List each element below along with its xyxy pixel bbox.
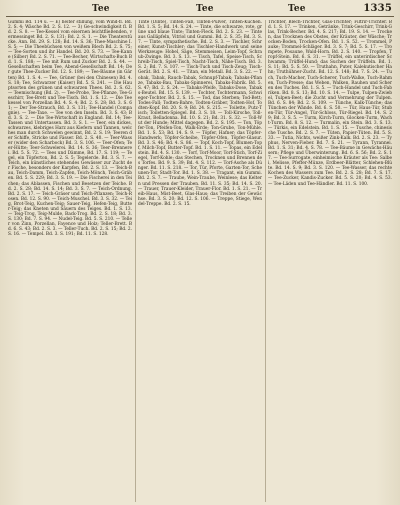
column-text: Tinte (Dinte), Tinten-Faß, Tinten-Pulver, Tinten-Kuchen. Bd. 1. S. 5; Bd. 14. S. 24. — Tinte, die schwarze, rote, grüne und blaue Tinte; Tinten-Fleck. Bd. 2. S. 23. — Tinte aus Galläpfeln, Vitriol und Gummi. Bd. 2. S. 35; Bd. 3. S. 7. — Tinte, sympathetische. Bd. 2. S. 3. — Tischler, Schreiner, Kunst-Tischler; das Tischler-Handwerk und seine Werkzeuge: Hobel, Säge, Stemmeisen, Leim-Topf, Schraub-Zwinge. Bd. 3. S. 13. — Tisch, Tafel, Speise-Tisch, Schreib-Tisch, Spiel-Tisch, Nacht-Tisch, Nähe-Tisch. Bd. 3. S. 2; Bd. 7. S. 107. — Tisch-Tuch und Tisch-Zeug; Tisch-Gerät. Bd. 2. S. 41. — Titan, ein Metall. Bd. 3. S. 22. — Tobak, Tabak, Rauch-Tabak, Schnupf-Tabak; Tabaks-Pflanze, Tabaks-Bau, Tabaks-Spinnerei, Tabaks-Fabrik. Bd. 5. S. 47; Bd. 2. S. 24. — Tabaks-Pfeife, Tabaks-Dose, Tabaks-Beutel. Bd. 15. S. 139. — Tochter, Tochtermann, Schwieger-Tochter. Bd. 2. S. 15. — Tod, das Sterben; Tod-Bett; Todes-Fall; Todten-Bahre, Todten-Gräber, Todten-Hof, Todten-Kopf. Bd. 20. S. 9; Bd. 24. S. 215. — Toilette, Putz-Tisch; Toiletten-Spiegel. Bd. 3. S. 18. — Toll-Kirsche, Toll-Kraut, Belladonna. Bd. 10. S. 21; Bd. 31. S. 32. — Toll-Wut der Hunde; Mittel dagegen. Bd. 2. S. 195. — Ton, Töpfer-Ton, Pfeifen-Ton, Walk-Erde; Ton-Grube, Ton-Mühle. Bd. 1. S. 53; Bd. 14. S. 9. — Töpfer, Hafner; das Töpfer-Handwerk; Töpfer-Scheibe, Töpfer-Ofen, Töpfer-Glasur. Bd. 3. S. 46; Bd. 4. S. 86. — Topf, Koch-Topf, Blumen-Topf, Milch-Topf, Butter-Topf. Bd. 1. S. 11. — Topas, ein Edelstein. Bd. 4. S. 130. — Torf, Torf-Moor, Torf-Stich, Torf-Ziegel, Torf-Kohle; das Stechen, Trocknen und Brennen des Torfes. Bd. 9. S. 39; Bd. 4. S. 112. — Torf-Asche als Dünger. Bd. 11. S. 218. — Tor, Tür, Pforte, Garten-Tor, Scheunen-Tor, Stadt-Tor. Bd. 1. S. 38. — Tragant, ein Gummi. Bd. 2. S. 7. — Traube, Wein-Traube, Weinlese; das Keltern und Pressen der Trauben. Bd. 11. S. 35; Bd. 14. S. 20. — Trauer, Trauer-Kleider, Trauer-Flor. Bd. 1. S. 21. — Treib-Haus, Mist-Beet, Glas-Haus; das Treiben der Gewächse. Bd. 3. S. 20; Bd. 12. S. 106. — Treppe, Stiege, Wendel-Treppe. Bd. 2. S. 15. bbox=[138, 20, 262, 207]
text-column-1 bbox=[8, 20, 132, 502]
text-columns bbox=[8, 20, 394, 502]
header-right-word: Tee bbox=[288, 4, 306, 14]
column-text: Gummi Bd. 114 u. — E) heiter stillung, vom Wind-fl. Bd. 2. S. 4; Wäsche Bd. 2. S. 12. — 3) Ge-schwindigkeit fl. Bd. 2. S. 8. — Tee-Kessel vom eisernen leichtfließenden, vermessinget Bd. 2. S. 131; Bd. 2. S. 1. — Die Theaterstücke. Ann. Bd. 29. S. 128; Bd. 14. S. 36; Thee-Maschine I. S. 5; — Die Theebüchsen von weißem Blech Bd. 2. S. 75; — Tee-Sorten und ihr Handel. Bd. 20. S. 73. — Tee-Kanne (Silber) Bd. 2. S. 71. — Tee-Becher, Wirtschafts-Buch Bd. 1. S. 188; — Tee mit Rum und Zucker Bd. 2. S. 44. — Gesellschaften beim Tee, Abend-Gesellschaft Bd. 14; Der gute Thee-Zucker Bd. 12. S. 189; — Tee-Bäume (in Gärten) Bd. 1. S. 4. — Tee, Grüner (bei den Chinesen) Bd. 4. S. 18; Tee, Schwarzer (Kaiser) Bd. 5. S. 241. — Die Hauptsorten des grünen und schwarzen Thees. Bd. 2. S. 62. — Teemischung (Bd. 2). — Tee-Probe, Tee-Pflanze, Tee-Geschirr, Tee-Brett und Tee-Tisch. Bd. 1. S. 12. — Die Teekessel von Porzellan Bd. 4. S. 4; Bd. 2. S. 28; Bd. 3. S. 61; — Der Tee-Strauch, Bd. 3. S. 131; Tee-Handel (Compagnie). — Tee-Taxe. — Tee von den Inseln. Bd. 3. S. 43; Bd. 3. S. 2. — Die Tee-Wirtschaft in England. Bd. 14; Tee-Tassen und Untertassen. Bd. 3. S. 1. — Teer, ein dickes, schwarzes, klebriges Harz aus Kiefern und Tannen, welches man durch Schwelen gewinnt, Bd. 2. S. 19; Teeren der Schiffe, Stricke und Fässer. Bd. 2. S. 40. — Teer-Wasser (wider den Scharbock) Bd. 3. S. 106. — Teer-Ofen; Teer-Hütte; Teer-Schwelerei. Bd. 14. S. 36; Teer-Brennerei. Bd. 5. S. 72. — Tees und Dämme, Bd. 17. S. 119; — Tegel, ein Töpferton, Bd. 2. S. 5; Tegelerde. Bd. 3. S. 7. — Teich, ein künstliches stehendes Gewässer zur Zucht der Fische, besonders der Karpfen, Bd. 2. S. 13. — Teich-Bau, Teich-Damm, Teich-Zapfen, Teich-Mönch, Teich-Gräben. Bd. 5. S. 229; Bd. 3. S. 19. — Die Fischerei in den Teichen; das Ablassen, Fischen und Besetzen der Teiche. Bd. 2. S. 28; Bd. 14. S. 14; Bd. 3. S. 7. — Teich-Ordnung. Bd. 2. S. 17. — Teich-Gräser und Teich-Pflanzen; Teich-Rosen. Bd. 12. S. 90. — Teich-Muschel. Bd. 3. S. 32. — Teig, Brot-Teig, Kuchen-Teig; Sauer-Teig, Hefen-Teig, Butter-Teig; das Kneten und Säuern des Teiges. Bd. 1. S. 13. — Teig-Trog, Teig-Mulde, Back-Trog. Bd. 2. S. 18; Bd. 3. S. 130; Bd. 7. S. 94. — Nudel-Teig. Bd. 5. S. 210. — Teller von Zinn, Porzellan, Fayence und Holz; Teller-Brett. Bd. 6. S. 43; Bd. 2. S. 3. — Teller-Tuch. Bd. 2. S. 15; Bd. 2. S. 16. — Tempel. Bd. 3. S. 191; Bd. 11. S. 128. bbox=[8, 20, 132, 237]
running-header bbox=[6, 2, 394, 16]
header-left-word: Tee bbox=[92, 4, 110, 14]
text-column-2 bbox=[138, 20, 262, 502]
header-rule bbox=[6, 16, 394, 17]
column-text: Trichter, Blech-Trichter, Glas-Trichter; Filtrir-Trichter. Bd. 1. S. 17. — Trinken, Getränke, Trink-Geschirr, Trink-Glas, Trink-Becher. Bd. 4. S. 217; Bd. 19. S. 14. — Trocken, das Trocknen des Obstes, der Kräuter, der Wäsche; Trocken-Boden, Trocken-Ofen. Bd. 1. S. 52. — Trommel, Pauke; Trommel-Schläger. Bd. 3. S. 7; Bd. 5. S. 17. — Trompete, Posaune, Wald-Horn. Bd. 2. S. 140. — Tropfen, Tropf-Stein. Bd. 6. S. 31. — Trüffel, ein unterirdischer Schwamm; Trüffel-Hund; das Suchen der Trüffeln. Bd. 1. S. 11; Bd. 5. S. 50. — Truthahn, Puter, Kalekutischer Hahn; Truthühner-Zucht. Bd. 12. S. 148; Bd. 7. S. 24. — Tuch, Tuch-Macher, Tuch-Scherer, Tuch-Walke, Tuch-Rahmen, Tuch-Presse; das Weben, Walken, Rauhen und Scheren des Tuches. Bd. 1. S. 5. — Tuch-Handel und Tuch-Fabriken. Bd. 8. S. 13; Bd. 10. S. 14. — Tulpe, Tulpen-Zwiebel, Tulpen-Beet; die Zucht und Vermehrung der Tulpen. Bd. 6. S. 84; Bd. 2. S. 109. — Tünche, Kalk-Tünche; das Tünchen der Wände. Bd. 6. S. 50. — Tür, Haus-Tür, Stuben-Tür, Tür-Angel, Tür-Schloss, Tür-Riegel. Bd. 14. S. 29; Bd. 3. S. 5. — Turm, Kirch-Turm, Glocken-Turm, Wacht-Turm. Bd. 8. S. 12. — Turmalin, ein Stein. Bd. 3. S. 13. — Türkis, ein Edelstein. Bd. 1. S. 15. — Tusche, chinesische Tusche. Bd. 2. S. 7. — Tüten, Papier-Tüten. Bd. 5. S. 33. — Tutia, Nichts, weißer Zink-Kalk. Bd. 2. S. 23. — Typhus, Nerven-Fieber. Bd. 7. S. 21. — Tyrann, Tyrannei. Bd. 1. S. 31; Bd. 4. S. 78. — Tee-Bäume in Gewächs-Häusern; Pflege und Überwinterung. Bd. 6. S. 56; Bd. 2. S. 17. — Tee-Surrogate, einheimische Kräuter als Tee: Salbei, Melisse, Pfeffer-Münze, Erdbeer-Blätter, Schlehen-Blüte. Bd. 14. S. 9; Bd. 3. S. 120. — Tee-Wasser, das rechte Kochen des Wassers zum Tee. Bd. 2. S. 28; Bd. 7. S. 17. — Tee-Zucker, Kandis-Zucker. Bd. 5. S. 20; Bd. 4. S. 53. — Tee-Läden und Tee-Händler. Bd. 11. S. 100. bbox=[268, 20, 392, 187]
header-middle-word: Tee bbox=[196, 4, 214, 14]
page-number: 1335 bbox=[363, 3, 392, 14]
text-column-3 bbox=[268, 20, 392, 502]
